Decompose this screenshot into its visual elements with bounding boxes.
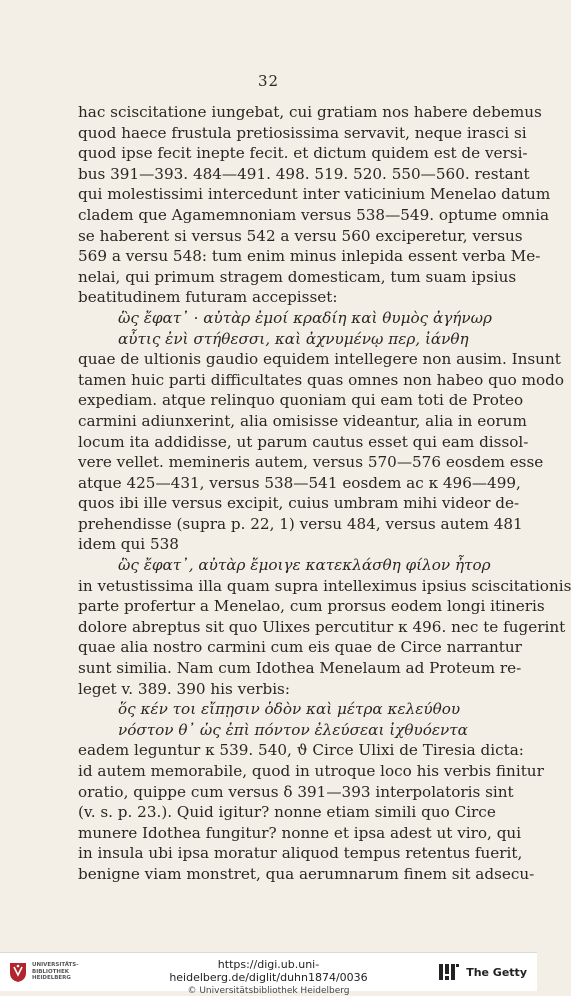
text-line: bus 391—393. 484—491. 498. 519. 520. 550—560. restant <box>78 164 530 183</box>
library-logo[interactable] <box>8 961 79 983</box>
text-line: eadem leguntur κ 539. 540, ϑ Circe Ulixi de Tiresia dicta: <box>78 741 524 760</box>
text-line: in insula ubi ipsa moratur aliquod tempus retentus fuerit, <box>78 844 523 863</box>
text-line: expediam. atque relinquo quoniam qui eam toti de Proteo <box>78 391 524 410</box>
verse-line: ὅς κέν τοι εἴπῃσιν ὁδὸν καὶ μέτρα κελεύθου <box>118 700 461 719</box>
partner-name: The Getty <box>466 965 527 979</box>
text-line: quae alia nostro carmini cum eis quae de Circe narrantur <box>78 638 522 657</box>
text-line: locum ita addidisse, ut parum cautus esset qui eam dissol- <box>78 432 529 451</box>
text-line: in vetustissima illa quam supra intelleximus ipsius sciscitationis <box>78 576 571 595</box>
text-line: sunt similia. Nam cum Idothea Menelaum ad Proteum re- <box>78 659 522 678</box>
permalink[interactable]: https://digi.ub.uni-heidelberg.de/diglit/duhn1874/0036 <box>169 958 368 984</box>
footer-bar <box>0 952 537 996</box>
text-line: cladem que Agamemnoniam versus 538—549. optume omnia <box>78 205 550 224</box>
text-line: quod haece frustula pretiosissima servavit, neque irasci si <box>78 123 527 142</box>
text-line: oratio, quippe cum versus δ 391—393 interpolatoris sint <box>78 782 514 801</box>
verse-line: αὖτις ἐνὶ στήθεσσι, καὶ ἀχνυμένῳ περ, ἰάνθη <box>118 329 469 348</box>
body-text <box>78 102 571 885</box>
copyright-notice: © Universitätsbibliothek Heidelberg <box>187 986 350 996</box>
text-line: (v. s. p. 23.). Quid igitur? nonne etiam simili quo Circe <box>78 803 496 822</box>
text-line: vere vellet. memineris autem, versus 570—576 eosdem esse <box>78 453 544 472</box>
verse-line: ὣς ἔφατ᾽, αὐτὰρ ἔμοιγε κατεκλάσθη φίλον ἦτορ <box>118 556 491 575</box>
text-line: munere Idothea fungitur? nonne et ipsa adest ut viro, qui <box>78 823 522 842</box>
getty-logo-icon <box>438 962 460 982</box>
library-seal-icon <box>8 961 28 983</box>
text-line: carmini adiunxerint, alia omisisse videantur, alia in eorum <box>78 411 527 430</box>
page-number: 32 <box>257 72 280 90</box>
text-line: quod ipse fecit inepte fecit. et dictum quidem est de versi- <box>78 144 528 163</box>
text-line: hac sciscitatione iungebat, cui gratiam nos habere debemus <box>78 103 542 121</box>
partner-logo[interactable] <box>438 962 527 982</box>
library-name: UNIVERSITÄTS- BIBLIOTHEK HEIDELBERG <box>32 962 79 982</box>
text-line: quae de ultionis gaudio equidem intellegere non ausim. Insunt <box>78 350 561 369</box>
text-line: id autem memorabile, quod in utroque loco his verbis finitur <box>78 762 544 780</box>
footer-info <box>130 958 407 996</box>
text-line: benigne viam monstret, qua aerumnarum finem sit adsecu- <box>78 864 535 883</box>
text-line: beatitudinem futuram accepisset: <box>78 288 338 307</box>
verse-line: νόστον θ᾽ ὡς ἐπὶ πόντον ἐλεύσεαι ἰχθυόεντα <box>118 720 468 739</box>
text-line: 569 a versu 548: tum enim minus inlepida essent verba Me- <box>78 247 541 266</box>
text-line: leget v. 389. 390 his verbis: <box>78 679 290 698</box>
text-line: tamen huic parti difficultates quas omnes non habeo quo modo <box>78 370 565 389</box>
text-line: dolore abreptus sit quo Ulixes percutitur κ 496. nec te fugerint <box>78 617 566 636</box>
text-line: prehendisse (supra p. 22, 1) versu 484, versus autem 481 <box>78 514 523 533</box>
text-line: se haberent si versus 542 a versu 560 exciperetur, versus <box>78 226 523 245</box>
text-line: qui molestissimi intercedunt inter vaticinium Menelao datum <box>78 185 551 204</box>
text-line: atque 425—431, versus 538—541 eosdem ac κ 496—499, <box>78 473 521 492</box>
text-line: idem qui 538 <box>78 535 179 554</box>
text-line: quos ibi ille versus excipit, cuius umbram mihi videor de- <box>78 494 520 513</box>
text-line: parte profertur a Menelao, cum prorsus eodem longi itineris <box>78 597 545 616</box>
text-line: nelai, qui primum stragem domesticam, tum suam ipsius <box>78 267 517 286</box>
verse-line: ὣς ἔφατ᾽ · αὐτὰρ ἐμοί κραδίη καὶ θυμὸς ἀγήνωρ <box>118 308 492 327</box>
